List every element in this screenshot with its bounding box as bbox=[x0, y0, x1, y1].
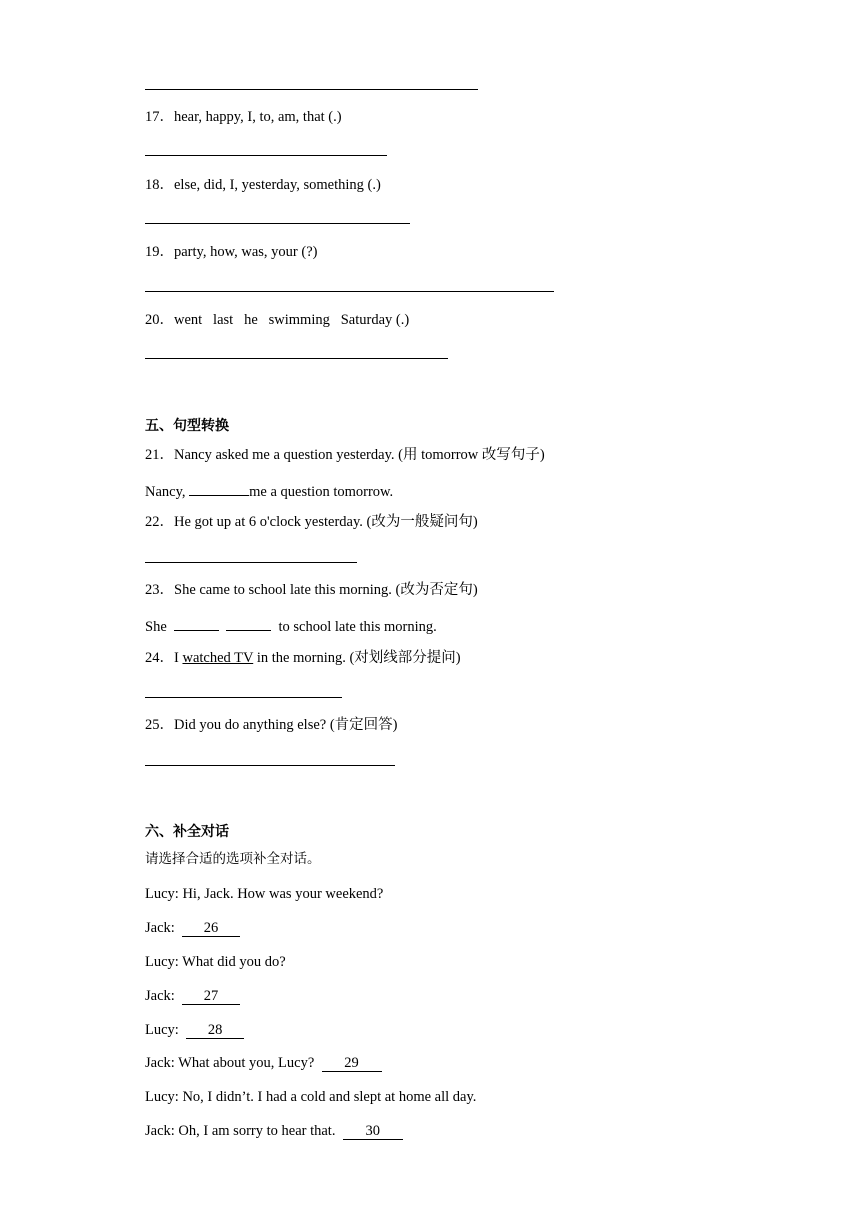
answer-21 bbox=[145, 480, 393, 501]
answer-line-24[interactable] bbox=[145, 697, 342, 698]
blank-29[interactable]: 29 bbox=[322, 1056, 382, 1072]
blank-27[interactable]: 27 bbox=[182, 989, 240, 1005]
question-20: 20．went last he swimming Saturday (.) bbox=[145, 312, 410, 328]
blank-21[interactable] bbox=[189, 480, 249, 496]
blank-28[interactable]: 28 bbox=[186, 1023, 244, 1039]
question-23: 23．She came to school late this morning. (改为否定句) bbox=[145, 582, 478, 598]
dialogue-line-2 bbox=[145, 919, 240, 937]
answer-23 bbox=[145, 615, 437, 636]
dialogue-line-8 bbox=[145, 1122, 403, 1140]
answer-line-20[interactable] bbox=[145, 358, 448, 359]
question-22: 22．He got up at 6 o'clock yesterday. (改为一般疑问句) bbox=[145, 514, 478, 530]
question-24-underlined: watched TV bbox=[182, 650, 254, 666]
speaker-jack: Jack: bbox=[145, 988, 179, 1004]
dialogue-line-7: Lucy: No, I didn’t. I had a cold and slept at home all day. bbox=[145, 1089, 477, 1105]
dialogue-line-6 bbox=[145, 1054, 382, 1072]
answer-line-25[interactable] bbox=[145, 765, 395, 766]
question-19: 19．party, how, was, your (?) bbox=[145, 244, 318, 260]
blank-23b[interactable] bbox=[226, 615, 271, 631]
answer-line-17[interactable] bbox=[145, 155, 387, 156]
answer-21-suffix: me a question tomorrow. bbox=[249, 484, 394, 500]
speaker-jack: Jack: bbox=[145, 920, 179, 936]
question-24-suffix: in the morning. (对划线部分提问) bbox=[253, 650, 461, 666]
answer-23-suffix: to school late this morning. bbox=[274, 619, 437, 635]
question-21: 21．Nancy asked me a question yesterday. (用 tomorrow 改写句子) bbox=[145, 447, 545, 463]
question-25: 25．Did you do anything else? (肯定回答) bbox=[145, 717, 398, 733]
blank-23a[interactable] bbox=[174, 615, 219, 631]
instruction-text: 请选择合适的选项补全对话。 bbox=[145, 851, 321, 867]
question-24-prefix: 24．I bbox=[145, 650, 183, 666]
dialogue-line-8-text: Jack: Oh, I am sorry to hear that. bbox=[145, 1123, 340, 1139]
answer-23-prefix: She bbox=[145, 619, 171, 635]
dialogue-line-4 bbox=[145, 987, 240, 1005]
dialogue-line-3: Lucy: What did you do? bbox=[145, 954, 286, 970]
answer-21-prefix: Nancy, bbox=[145, 484, 190, 500]
answer-line-22[interactable] bbox=[145, 562, 357, 563]
question-17: 17．hear, happy, I, to, am, that (.) bbox=[145, 109, 342, 125]
blank-26[interactable]: 26 bbox=[182, 921, 240, 937]
dialogue-line-1: Lucy: Hi, Jack. How was your weekend? bbox=[145, 886, 384, 902]
speaker-lucy: Lucy: bbox=[145, 1022, 183, 1038]
section-heading-5: 五、句型转换 bbox=[145, 418, 229, 434]
answer-line-18[interactable] bbox=[145, 223, 410, 224]
question-18: 18．else, did, I, yesterday, something (.) bbox=[145, 177, 381, 193]
blank-30[interactable]: 30 bbox=[343, 1124, 403, 1140]
question-24 bbox=[145, 649, 461, 667]
section-heading-6: 六、补全对话 bbox=[145, 824, 229, 840]
answer-line-16[interactable] bbox=[145, 89, 478, 90]
answer-line-19[interactable] bbox=[145, 291, 554, 292]
dialogue-line-5 bbox=[145, 1021, 244, 1039]
dialogue-line-6-text: Jack: What about you, Lucy? bbox=[145, 1055, 318, 1071]
